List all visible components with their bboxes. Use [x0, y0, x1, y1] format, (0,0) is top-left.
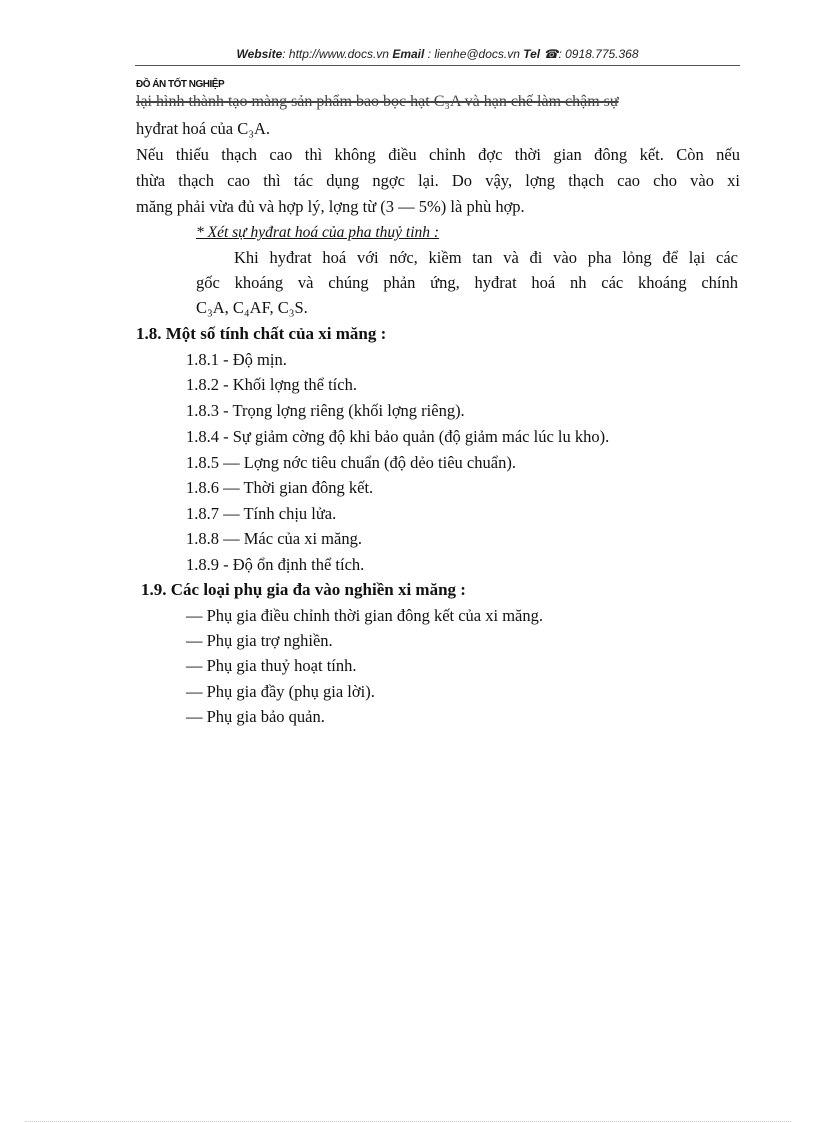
- list-item: 1.8.3 - Trọng lợng riêng (khối lợng riêng).: [186, 401, 465, 420]
- list-item: 1.8.5 — Lợng nớc tiêu chuẩn (độ dẻo tiêu chuẩn).: [186, 453, 516, 472]
- header-divider: [135, 65, 740, 66]
- list-item: — Phụ gia điều chỉnh thời gian đông kết của xi măng.: [186, 606, 543, 625]
- list-item: 1.8.1 - Độ mịn.: [186, 350, 287, 369]
- website-value: : http://www.docs.vn: [282, 47, 389, 61]
- section-heading-1-9: 1.9. Các loại phụ gia đa vào nghiền xi măng :: [141, 580, 466, 599]
- website-label: Website: [236, 47, 283, 61]
- paragraph-line: thừa thạch cao thì tác dụng ngợc lại. Do vậy, lợng thạch cao cho vào xi: [136, 171, 740, 190]
- paragraph-line: hyđrat hoá của C₃A.: [136, 119, 271, 138]
- list-item: — Phụ gia bảo quản.: [186, 707, 325, 726]
- document-title: ĐỒ ÁN TỐT NGHIỆP: [136, 79, 225, 90]
- struck-text-line: lại hình thành tạo màng sản phẩm bao bọc hạt C₃A và hạn chế làm chậm sự: [136, 93, 619, 110]
- phone-icon: ☎: [543, 47, 559, 61]
- paragraph-line: Khi hyđrat hoá với nớc, kiềm tan và đi vào pha lỏng để lại các: [234, 248, 738, 267]
- paragraph-line: Nếu thiếu thạch cao thì không điều chỉnh đợc thời gian đông kết. Còn nếu: [136, 145, 740, 164]
- paragraph-line: C₃A, C₄AF, C₃S.: [196, 298, 308, 317]
- page-header: [135, 47, 740, 61]
- paragraph-line: gốc khoáng và chúng phản ứng, hyđrat hoá nh các khoáng chính: [196, 273, 738, 292]
- list-item: — Phụ gia thuỷ hoạt tính.: [186, 656, 357, 675]
- subheading: * Xét sự hyđrat hoá của pha thuỷ tinh :: [196, 224, 440, 241]
- list-item: 1.8.9 - Độ ổn định thể tích.: [186, 555, 365, 574]
- paragraph-line: măng phải vừa đủ và hợp lý, lợng từ (3 — 5%) là phù hợp.: [136, 197, 525, 216]
- list-item: 1.8.7 — Tính chịu lửa.: [186, 504, 337, 523]
- email-label: Email: [392, 47, 425, 61]
- list-item: 1.8.4 - Sự giảm cờng độ khi bảo quản (độ giảm mác lúc lu kho).: [186, 427, 610, 446]
- email-value: : lienhe@docs.vn: [427, 47, 520, 61]
- list-item: — Phụ gia trợ nghiền.: [186, 631, 333, 650]
- section-heading-1-8: 1.8. Một số tính chất của xi măng :: [136, 324, 387, 343]
- list-item: 1.8.2 - Khối lợng thể tích.: [186, 375, 357, 394]
- page-bottom-edge: [25, 1121, 791, 1122]
- list-item: 1.8.6 — Thời gian đông kết.: [186, 478, 374, 497]
- list-item: — Phụ gia đầy (phụ gia lời).: [186, 682, 375, 701]
- tel-value: : 0918.775.368: [558, 47, 639, 61]
- list-item: 1.8.8 — Mác của xi măng.: [186, 529, 362, 548]
- tel-label: Tel: [523, 47, 541, 61]
